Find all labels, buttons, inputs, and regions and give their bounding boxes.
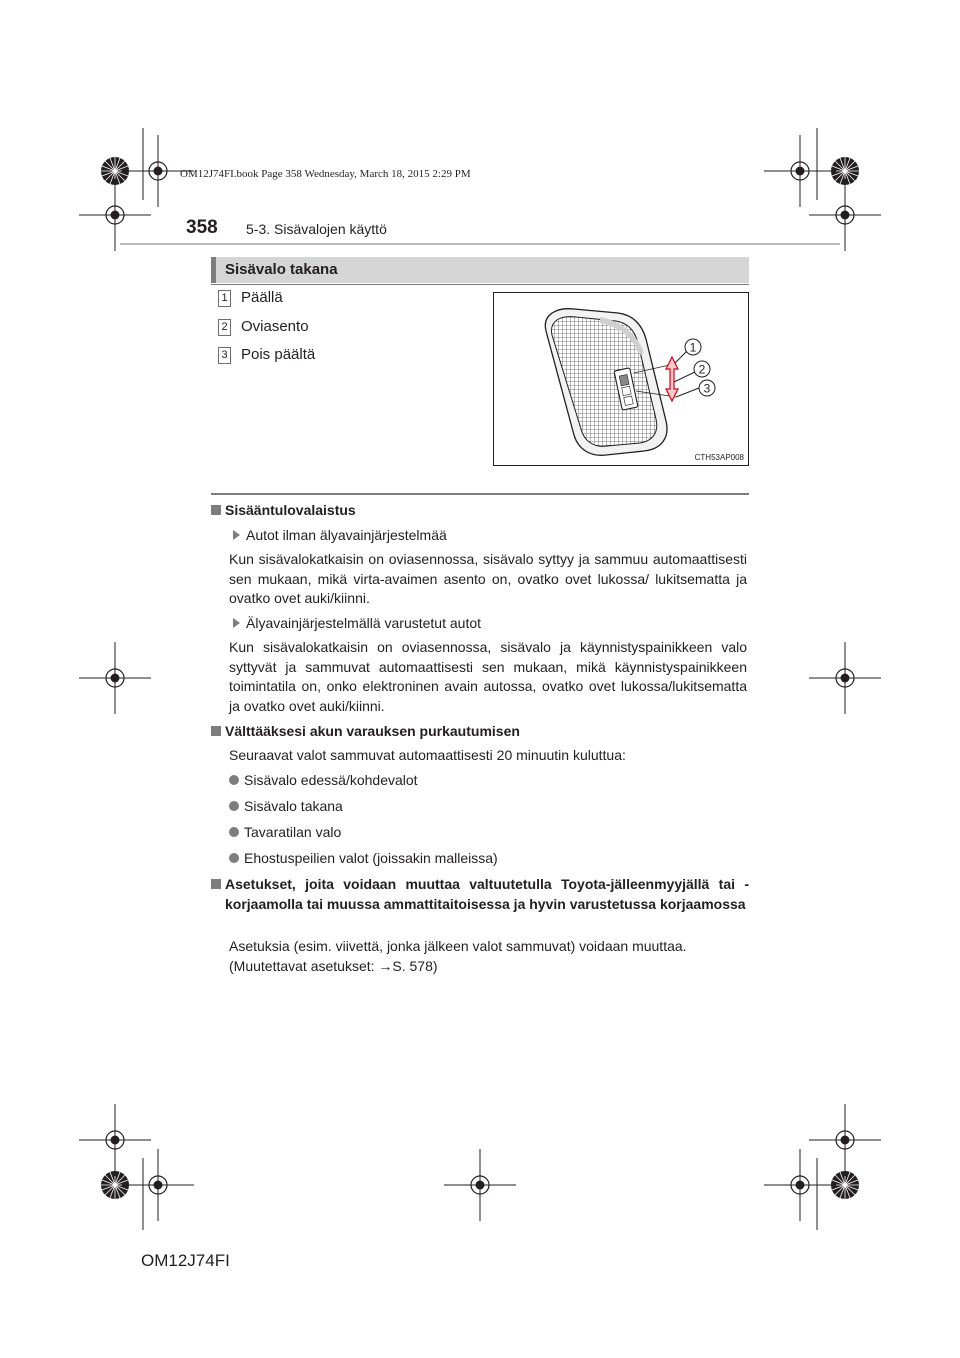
legend-label: Päällä — [241, 289, 283, 306]
legend-item-1 — [218, 289, 283, 307]
triangle-bullet-icon — [233, 618, 240, 628]
legend-label: Pois päältä — [241, 346, 316, 363]
page-title: Sisävalo takana — [225, 261, 338, 278]
callout-3: 3 — [703, 381, 711, 396]
section-separator — [211, 493, 749, 495]
rear-interior-light-figure — [493, 292, 749, 466]
legend-number: 1 — [218, 290, 231, 307]
callout-1: 1 — [689, 340, 697, 355]
list-item-text: Tavaratilan valo — [244, 824, 342, 840]
heading-battery-saver — [211, 722, 749, 742]
square-bullet-icon — [211, 505, 221, 515]
list-item — [229, 771, 747, 791]
paragraph-battery-saver: Seuraavat valot sammuvat automaattisesti 20 minuutin kuluttua: — [229, 747, 626, 763]
legend-label: Oviasento — [241, 318, 309, 335]
list-item — [229, 823, 747, 843]
list-item — [229, 797, 747, 817]
paragraph-settings: Asetuksia (esim. viivettä, jonka jälkeen valot sammuvat) voidaan muuttaa. — [229, 938, 687, 954]
legend-item-3 — [218, 346, 315, 364]
round-bullet-icon — [229, 853, 239, 863]
page-number: 358 — [186, 217, 218, 238]
round-bullet-icon — [229, 827, 239, 837]
subheading-text: Älyavainjärjestelmällä varustetut autot — [246, 615, 482, 631]
callout-2: 2 — [698, 362, 706, 377]
title-accent — [211, 257, 216, 283]
heading-entry-lighting — [211, 501, 749, 521]
manual-code: OM12J74FI — [141, 1251, 230, 1270]
subheading-text: Autot ilman älyavainjärjestelmää — [246, 527, 447, 543]
paragraph-no-smart-key: Kun sisävalokatkaisin on oviasennossa, sisävalo syttyy ja sammuu automaattisesti sen mukaan, mikä virta-avaimen asento on, ovatko ovet lukossa/ lukitsematta ja ovatko ovet auki/kiinni. — [229, 551, 747, 606]
figure-code: CTH53AP008 — [694, 453, 744, 462]
heading-customizable-settings — [211, 875, 749, 914]
rear-interior-light-illustration — [494, 293, 748, 465]
legend-number: 3 — [218, 347, 231, 364]
section-title-bar — [211, 257, 749, 283]
round-bullet-icon — [229, 801, 239, 811]
list-item-text: Sisävalo edessä/kohdevalot — [244, 772, 418, 788]
square-bullet-icon — [211, 726, 221, 736]
heading-text: Asetukset, joita voidaan muuttaa valtuutetulla Toyota-jälleenmyyjällä tai -korjaamolla tai muussa ammattitaitoisessa ja hyvin varustetussa korjaamossa — [225, 876, 749, 912]
heading-text: Sisääntulovalaistus — [225, 502, 356, 518]
list-item — [229, 849, 747, 869]
list-item-text: Sisävalo takana — [244, 798, 343, 814]
paragraph-settings-ref: (Muutettavat asetukset: →S. 578) — [229, 958, 438, 974]
print-info: OM12J74FI.book Page 358 Wednesday, March 18, 2015 2:29 PM — [180, 168, 471, 180]
subheading-no-smart-key — [233, 526, 751, 546]
title-underline — [211, 284, 749, 285]
section-title: 5-3. Sisävalojen käyttö — [246, 221, 387, 237]
round-bullet-icon — [229, 775, 239, 785]
triangle-bullet-icon — [233, 530, 240, 540]
legend-number: 2 — [218, 319, 231, 336]
list-item-text: Ehostuspeilien valot (joissakin malleissa) — [244, 850, 498, 866]
header-rule — [120, 243, 840, 245]
legend-item-2 — [218, 318, 309, 336]
subheading-smart-key — [233, 614, 751, 634]
heading-text: Välttääksesi akun varauksen purkautumisen — [225, 723, 520, 739]
square-bullet-icon — [211, 879, 221, 889]
paragraph-smart-key: Kun sisävalokatkaisin on oviasennossa, sisävalo ja käynnistyspainikkeen valo syttyvät ja sammuvat automaattisesti sen mukaan, mikä käynnistyspainikkeen toimintatila on, onko elektroninen avain autossa, ovatko ovet lukossa/lukitsematta ja ovatko ovet auki/kiinni. — [229, 639, 747, 714]
